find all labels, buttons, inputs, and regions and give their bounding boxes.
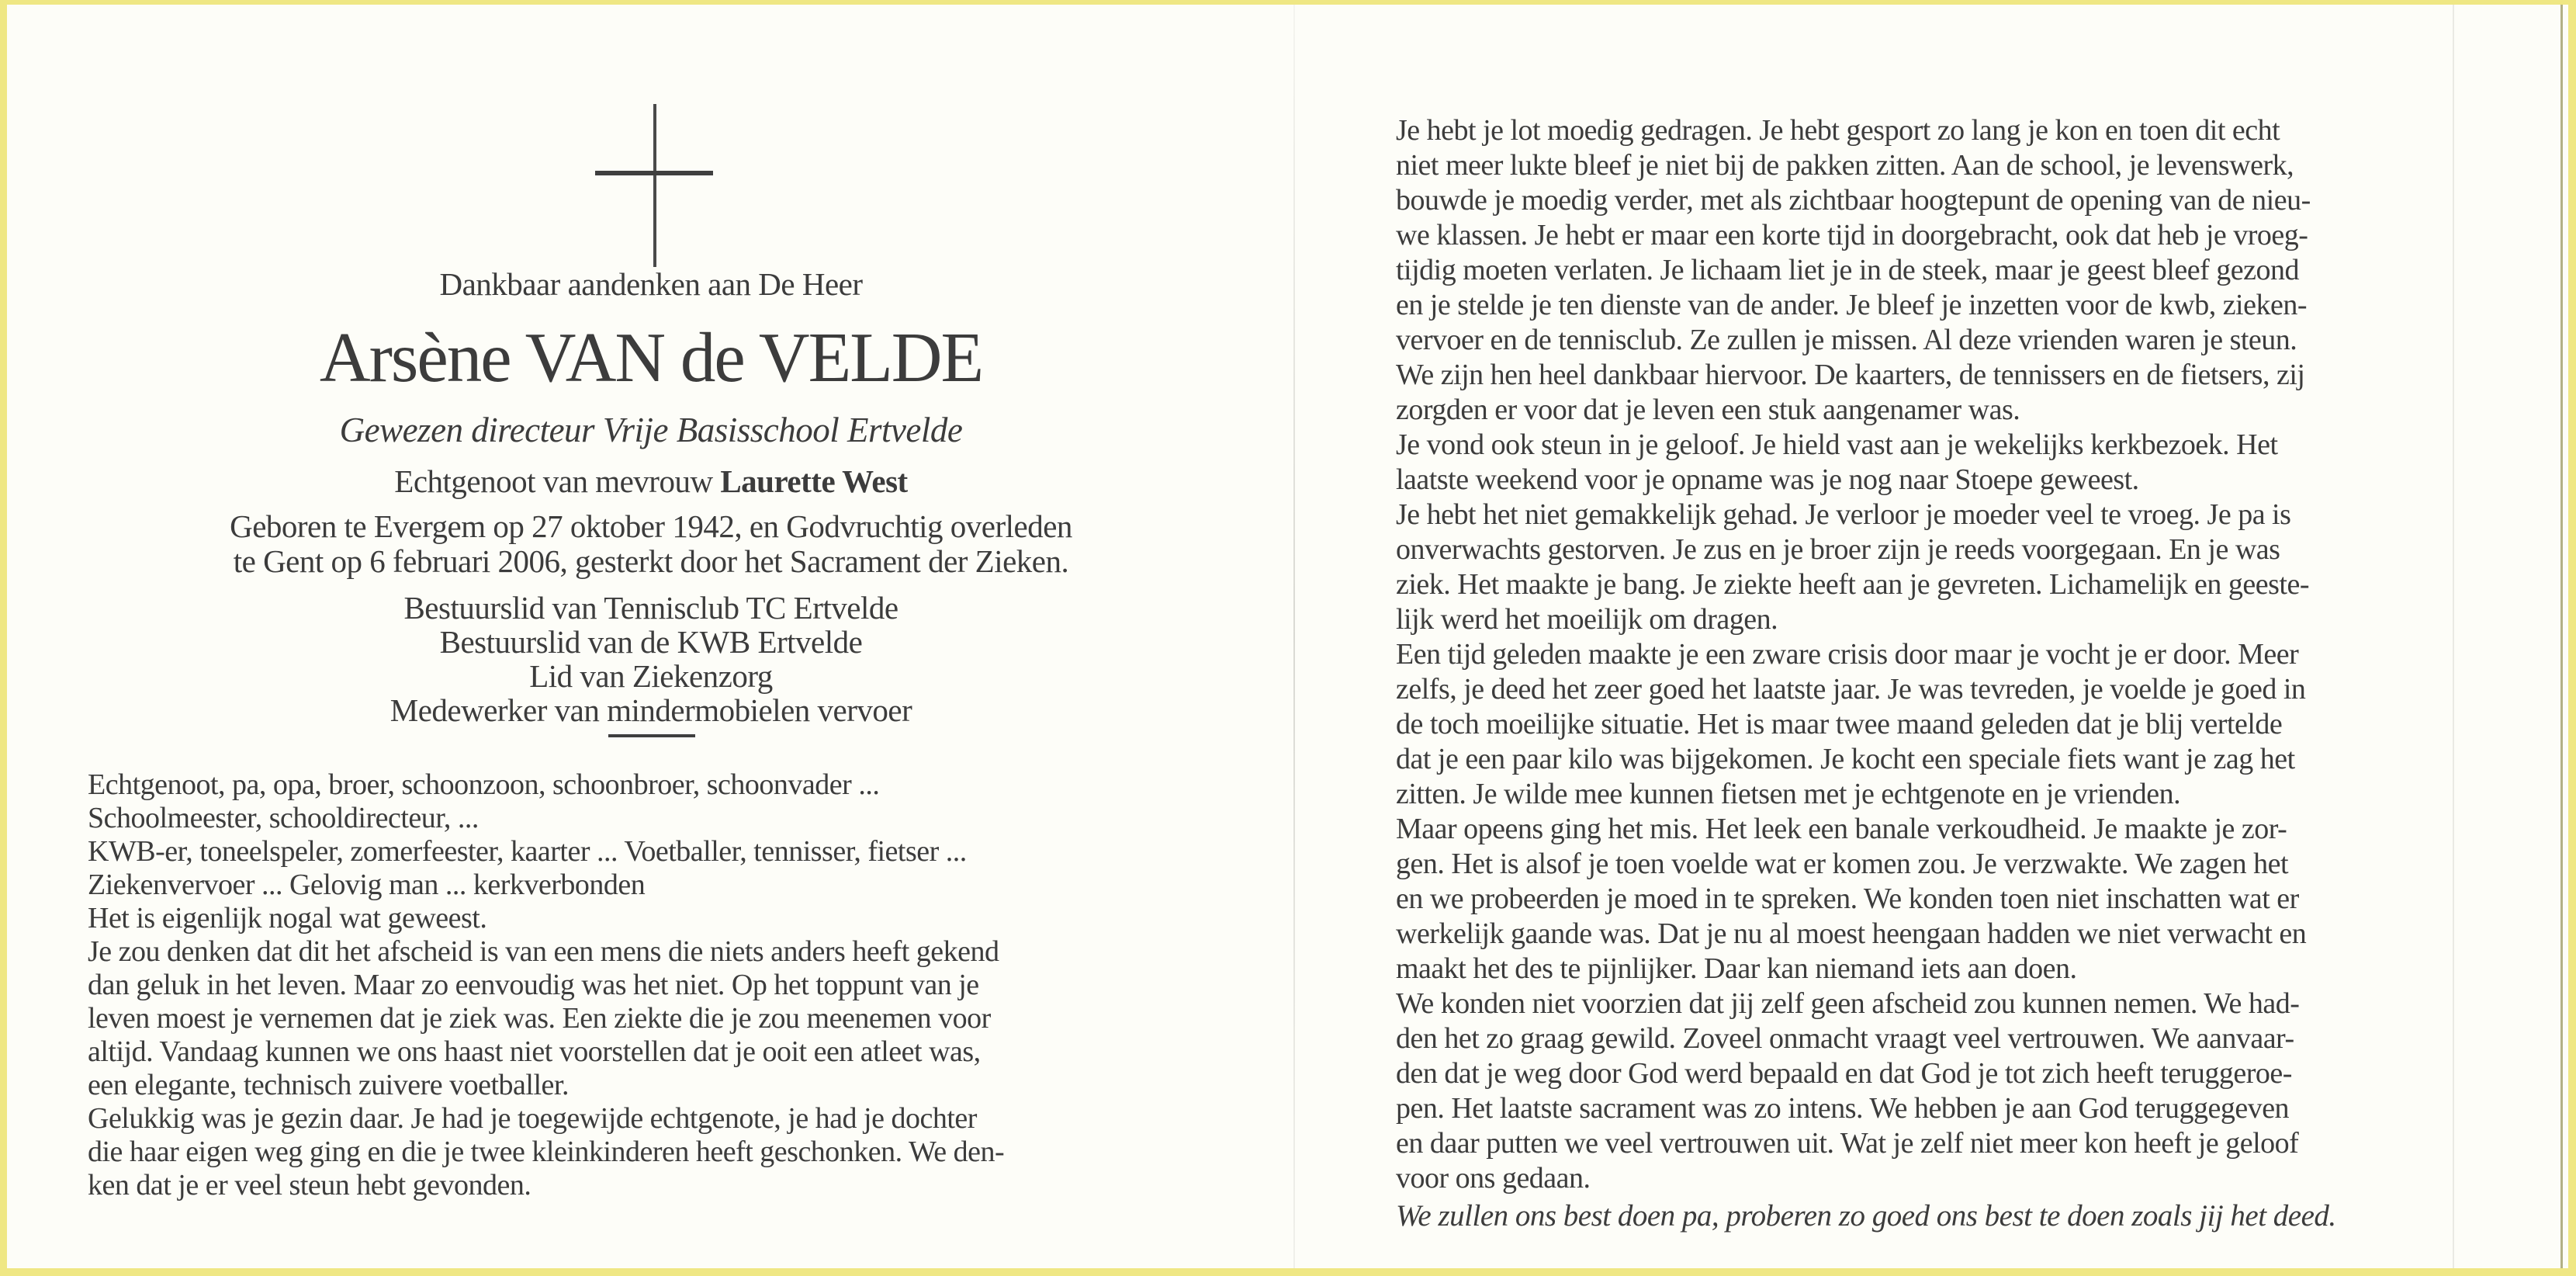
tribute-line: Gelukkig was je gezin daar. Je had je toegewijde echtgenote, je had je dochter bbox=[88, 1102, 977, 1135]
tribute-line: Je zou denken dat dit het afscheid is van een mens die niets anders heeft gekend bbox=[88, 935, 999, 968]
cross-horizontal-bar bbox=[595, 171, 713, 175]
memorial-text-line: zitten. Je wilde mee kunnen fietsen met je echtgenote en je vrienden. bbox=[1396, 778, 2181, 810]
memorial-text-line: onverwachts gestorven. Je zus en je broer zijn je reeds voorgegaan. En je was bbox=[1396, 533, 2280, 566]
spouse-line bbox=[30, 463, 1272, 500]
spouse-name: Laurette West bbox=[720, 463, 908, 499]
memberships-block bbox=[30, 591, 1272, 727]
card-right-edge bbox=[2560, 5, 2563, 1268]
memorial-text-line: we klassen. Je hebt er maar een korte tijd in doorgebracht, ook dat heb je vroeg- bbox=[1396, 219, 2308, 251]
memorial-text-line: Je hebt je lot moedig gedragen. Je hebt gesport zo lang je kon en toen dit echt bbox=[1396, 114, 2280, 147]
memorial-text-line: werkelijk gaande was. Dat je nu al moest heengaan hadden we niet verwacht en bbox=[1396, 917, 2307, 950]
memorial-text-line: tijdig moeten verlaten. Je lichaam liet je in de steek, maar je geest bleef gezond bbox=[1396, 254, 2299, 286]
spouse-prefix: Echtgenoot van mevrouw bbox=[394, 463, 721, 499]
tribute-line: Ziekenvervoer ... Gelovig man ... kerkverbonden bbox=[88, 869, 646, 901]
memorial-text-line: ziek. Het maakte je bang. Je ziekte heeft aan je gevreten. Lichamelijk en geeste- bbox=[1396, 568, 2310, 601]
tribute-block bbox=[88, 768, 1189, 1202]
dedication-line: Dankbaar aandenken aan De Heer bbox=[439, 266, 863, 302]
cross-vertical-bar bbox=[653, 104, 656, 267]
closing-line: We zullen ons best doen pa, proberen zo goed ons best te doen zoals jij het deed. bbox=[1396, 1199, 2336, 1233]
memorial-text-line: laatste weekend voor je opname was je nog naar Stoepe geweest. bbox=[1396, 463, 2139, 496]
tribute-line: KWB-er, toneelspeler, zomerfeester, kaarter ... Voetballer, tennisser, fietser ... bbox=[88, 835, 967, 868]
birth-death-line: te Gent op 6 februari 2006, gesterkt door het Sacrament der Zieken. bbox=[233, 543, 1069, 579]
deceased-name: Arsène VAN de VELDE bbox=[319, 318, 983, 397]
memorial-text-block bbox=[1396, 113, 2470, 1196]
memorial-text-line: Je vond ook steun in je geloof. Je hield vast aan je wekelijks kerkbezoek. Het bbox=[1396, 428, 2278, 461]
cross-icon bbox=[593, 104, 717, 267]
memorial-text-line: We konden niet voorzien dat jij zelf geen afscheid zou kunnen nemen. We had- bbox=[1396, 987, 2300, 1020]
fold-line bbox=[1293, 5, 1295, 1268]
memorial-text-line: gen. Het is alsof je toen voelde wat er komen zou. Je verzwakte. We zagen het bbox=[1396, 848, 2289, 880]
birth-death-block bbox=[30, 509, 1272, 579]
memorial-text-line: den het zo graag gewild. Zoveel onmacht vraagt veel vertrouwen. We aanvaar- bbox=[1396, 1022, 2294, 1055]
tribute-line: dan geluk in het leven. Maar zo eenvoudig was het niet. Op het toppunt van je bbox=[88, 969, 979, 1001]
former-role: Gewezen directeur Vrije Basisschool Ertvelde bbox=[339, 411, 963, 449]
birth-death-line: Geboren te Evergem op 27 oktober 1942, en Godvruchtig overleden bbox=[230, 508, 1072, 544]
memorial-text-line: We zijn hen heel dankbaar hiervoor. De kaarters, de tennissers en de fietsers, zij bbox=[1396, 359, 2305, 391]
memorial-text-line: dat je een paar kilo was bijgekomen. Je kocht een speciale fiets want je zag het bbox=[1396, 743, 2295, 775]
memorial-text-line: bouwde je moedig verder, met als zichtbaar hoogtepunt de opening van de nieu- bbox=[1396, 184, 2311, 217]
memorial-text-line: niet meer lukte bleef je niet bij de pakken zitten. Aan de school, je levenswerk, bbox=[1396, 149, 2294, 182]
memorial-text-line: Maar opeens ging het mis. Het leek een banale verkoudheid. Je maakte je zor- bbox=[1396, 813, 2287, 845]
memorial-text-line: Een tijd geleden maakte je een zware crisis door maar je vocht je er door. Meer bbox=[1396, 638, 2299, 671]
memorial-text-line: en je stelde je ten dienste van de ander. Je bleef je inzetten voor de kwb, zieken- bbox=[1396, 289, 2307, 321]
memorial-text-line: zorgden er voor dat je leven een stuk aangenamer was. bbox=[1396, 394, 2020, 426]
memorial-text-line: lijk werd het moeilijk om dragen. bbox=[1396, 603, 1778, 636]
tribute-line: een elegante, technisch zuivere voetballer. bbox=[88, 1069, 569, 1101]
tribute-line: die haar eigen weg ging en die je twee kleinkinderen heeft geschonken. We den- bbox=[88, 1136, 1005, 1168]
memorial-text-line: pen. Het laatste sacrament was zo intens. We hebben je aan God teruggegeven bbox=[1396, 1092, 2290, 1125]
memorial-text-line: en daar putten we veel vertrouwen uit. Wat je zelf niet meer kon heeft je geloof bbox=[1396, 1127, 2299, 1160]
membership-line: Bestuurslid van de KWB Ertvelde bbox=[439, 624, 863, 660]
memorial-text-line: vervoer en de tennisclub. Ze zullen je missen. Al deze vrienden waren je steun. bbox=[1396, 324, 2297, 356]
page-inner-edge bbox=[2453, 5, 2454, 1268]
tribute-line: Het is eigenlijk nogal wat geweest. bbox=[88, 902, 487, 934]
memorial-text-line: en we probeerden je moed in te spreken. We konden toen niet inschatten wat er bbox=[1396, 882, 2299, 915]
memorial-text-line: Je hebt het niet gemakkelijk gehad. Je verloor je moeder veel te vroeg. Je pa is bbox=[1396, 498, 2291, 531]
memorial-text-line: den dat je weg door God werd bepaald en dat God je tot zich heeft teruggeroe- bbox=[1396, 1057, 2292, 1090]
tribute-line: leven moest je vernemen dat je ziek was. Een ziekte die je zou meenemen voor bbox=[88, 1002, 991, 1035]
membership-line: Bestuurslid van Tennisclub TC Ertvelde bbox=[403, 590, 898, 626]
membership-line: Medewerker van mindermobielen vervoer bbox=[390, 692, 912, 728]
tribute-line: Echtgenoot, pa, opa, broer, schoonzoon, schoonbroer, schoonvader ... bbox=[88, 768, 880, 801]
memorial-text-line: de toch moeilijke situatie. Het is maar twee maand geleden dat je blij vertelde bbox=[1396, 708, 2283, 740]
tribute-line: altijd. Vandaag kunnen we ons haast niet voorstellen dat je ooit een atleet was, bbox=[88, 1035, 981, 1068]
tribute-line: Schoolmeester, schooldirecteur, ... bbox=[88, 802, 479, 834]
memorial-text-line: maakt het des te pijnlijker. Daar kan niemand iets aan doen. bbox=[1396, 952, 2077, 985]
memorial-text-line: zelfs, je deed het zeer goed het laatste jaar. Je was tevreden, je voelde je goed in bbox=[1396, 673, 2306, 706]
divider-rule bbox=[608, 734, 695, 737]
memorial-text-line: voor ons gedaan. bbox=[1396, 1162, 1591, 1195]
membership-line: Lid van Ziekenzorg bbox=[529, 658, 773, 694]
tribute-line: ken dat je er veel steun hebt gevonden. bbox=[88, 1169, 531, 1201]
memorial-card bbox=[7, 5, 2568, 1268]
